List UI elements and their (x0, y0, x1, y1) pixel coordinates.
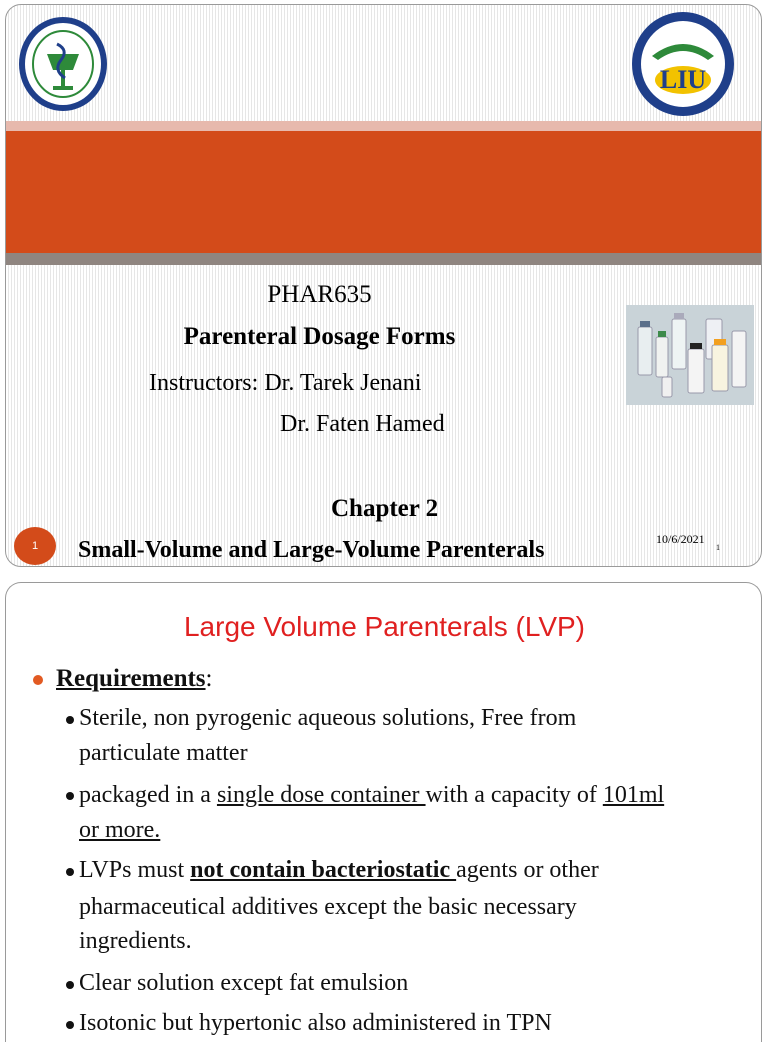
footer-page-number: 1 (716, 543, 720, 552)
pharmacy-school-logo (17, 14, 109, 114)
item-4-line-1: Clear solution except fat emulsion (79, 970, 409, 996)
pink-band (6, 121, 761, 131)
item-3-line-1: LVPs must not contain bacteriostatic agents or other (79, 857, 599, 883)
vials-image (626, 305, 754, 405)
item-1-line-1: Sterile, non pyrogenic aqueous solutions, Free from (79, 705, 577, 731)
bullet-dot (33, 675, 43, 685)
slide-number-badge: 1 (14, 527, 56, 565)
item-5-line-1: Isotonic but hypertonic also administered in TPN (79, 1010, 552, 1036)
instructors-line: Instructors: Dr. Tarek Jenani (149, 370, 422, 396)
slide-title: Large Volume Parenterals (LVP) (183, 611, 586, 642)
course-code: PHAR635 (267, 281, 372, 308)
content-slide (5, 582, 762, 1042)
item-2-line-2: or more. (79, 817, 161, 843)
item-1-line-2: particulate matter (79, 740, 248, 766)
orange-band (6, 131, 761, 253)
chapter-heading: Chapter 2 (331, 495, 439, 522)
slide-subtitle: Small-Volume and Large-Volume Parenterals (78, 537, 545, 563)
item-3-line-3: ingredients. (79, 928, 192, 954)
requirements-heading: Requirements: (56, 665, 213, 692)
liu-logo-text: LIU (659, 65, 707, 94)
course-title: Parenteral Dosage Forms (183, 323, 456, 350)
liu-logo (630, 10, 736, 118)
grey-band (6, 253, 761, 265)
sub-bullet-dot (66, 1021, 74, 1029)
sub-bullet-dot (66, 716, 74, 724)
sub-bullet-dot (66, 868, 74, 876)
sub-bullet-dot (66, 981, 74, 989)
instructor-2: Dr. Faten Hamed (280, 411, 445, 437)
item-3-line-2: pharmaceutical additives except the basic necessary (79, 894, 577, 920)
slide-date: 10/6/2021 (656, 532, 705, 546)
item-2-line-1: packaged in a single dose container with a capacity of 101ml (79, 782, 665, 808)
sub-bullet-dot (66, 792, 74, 800)
title-slide (5, 4, 762, 567)
